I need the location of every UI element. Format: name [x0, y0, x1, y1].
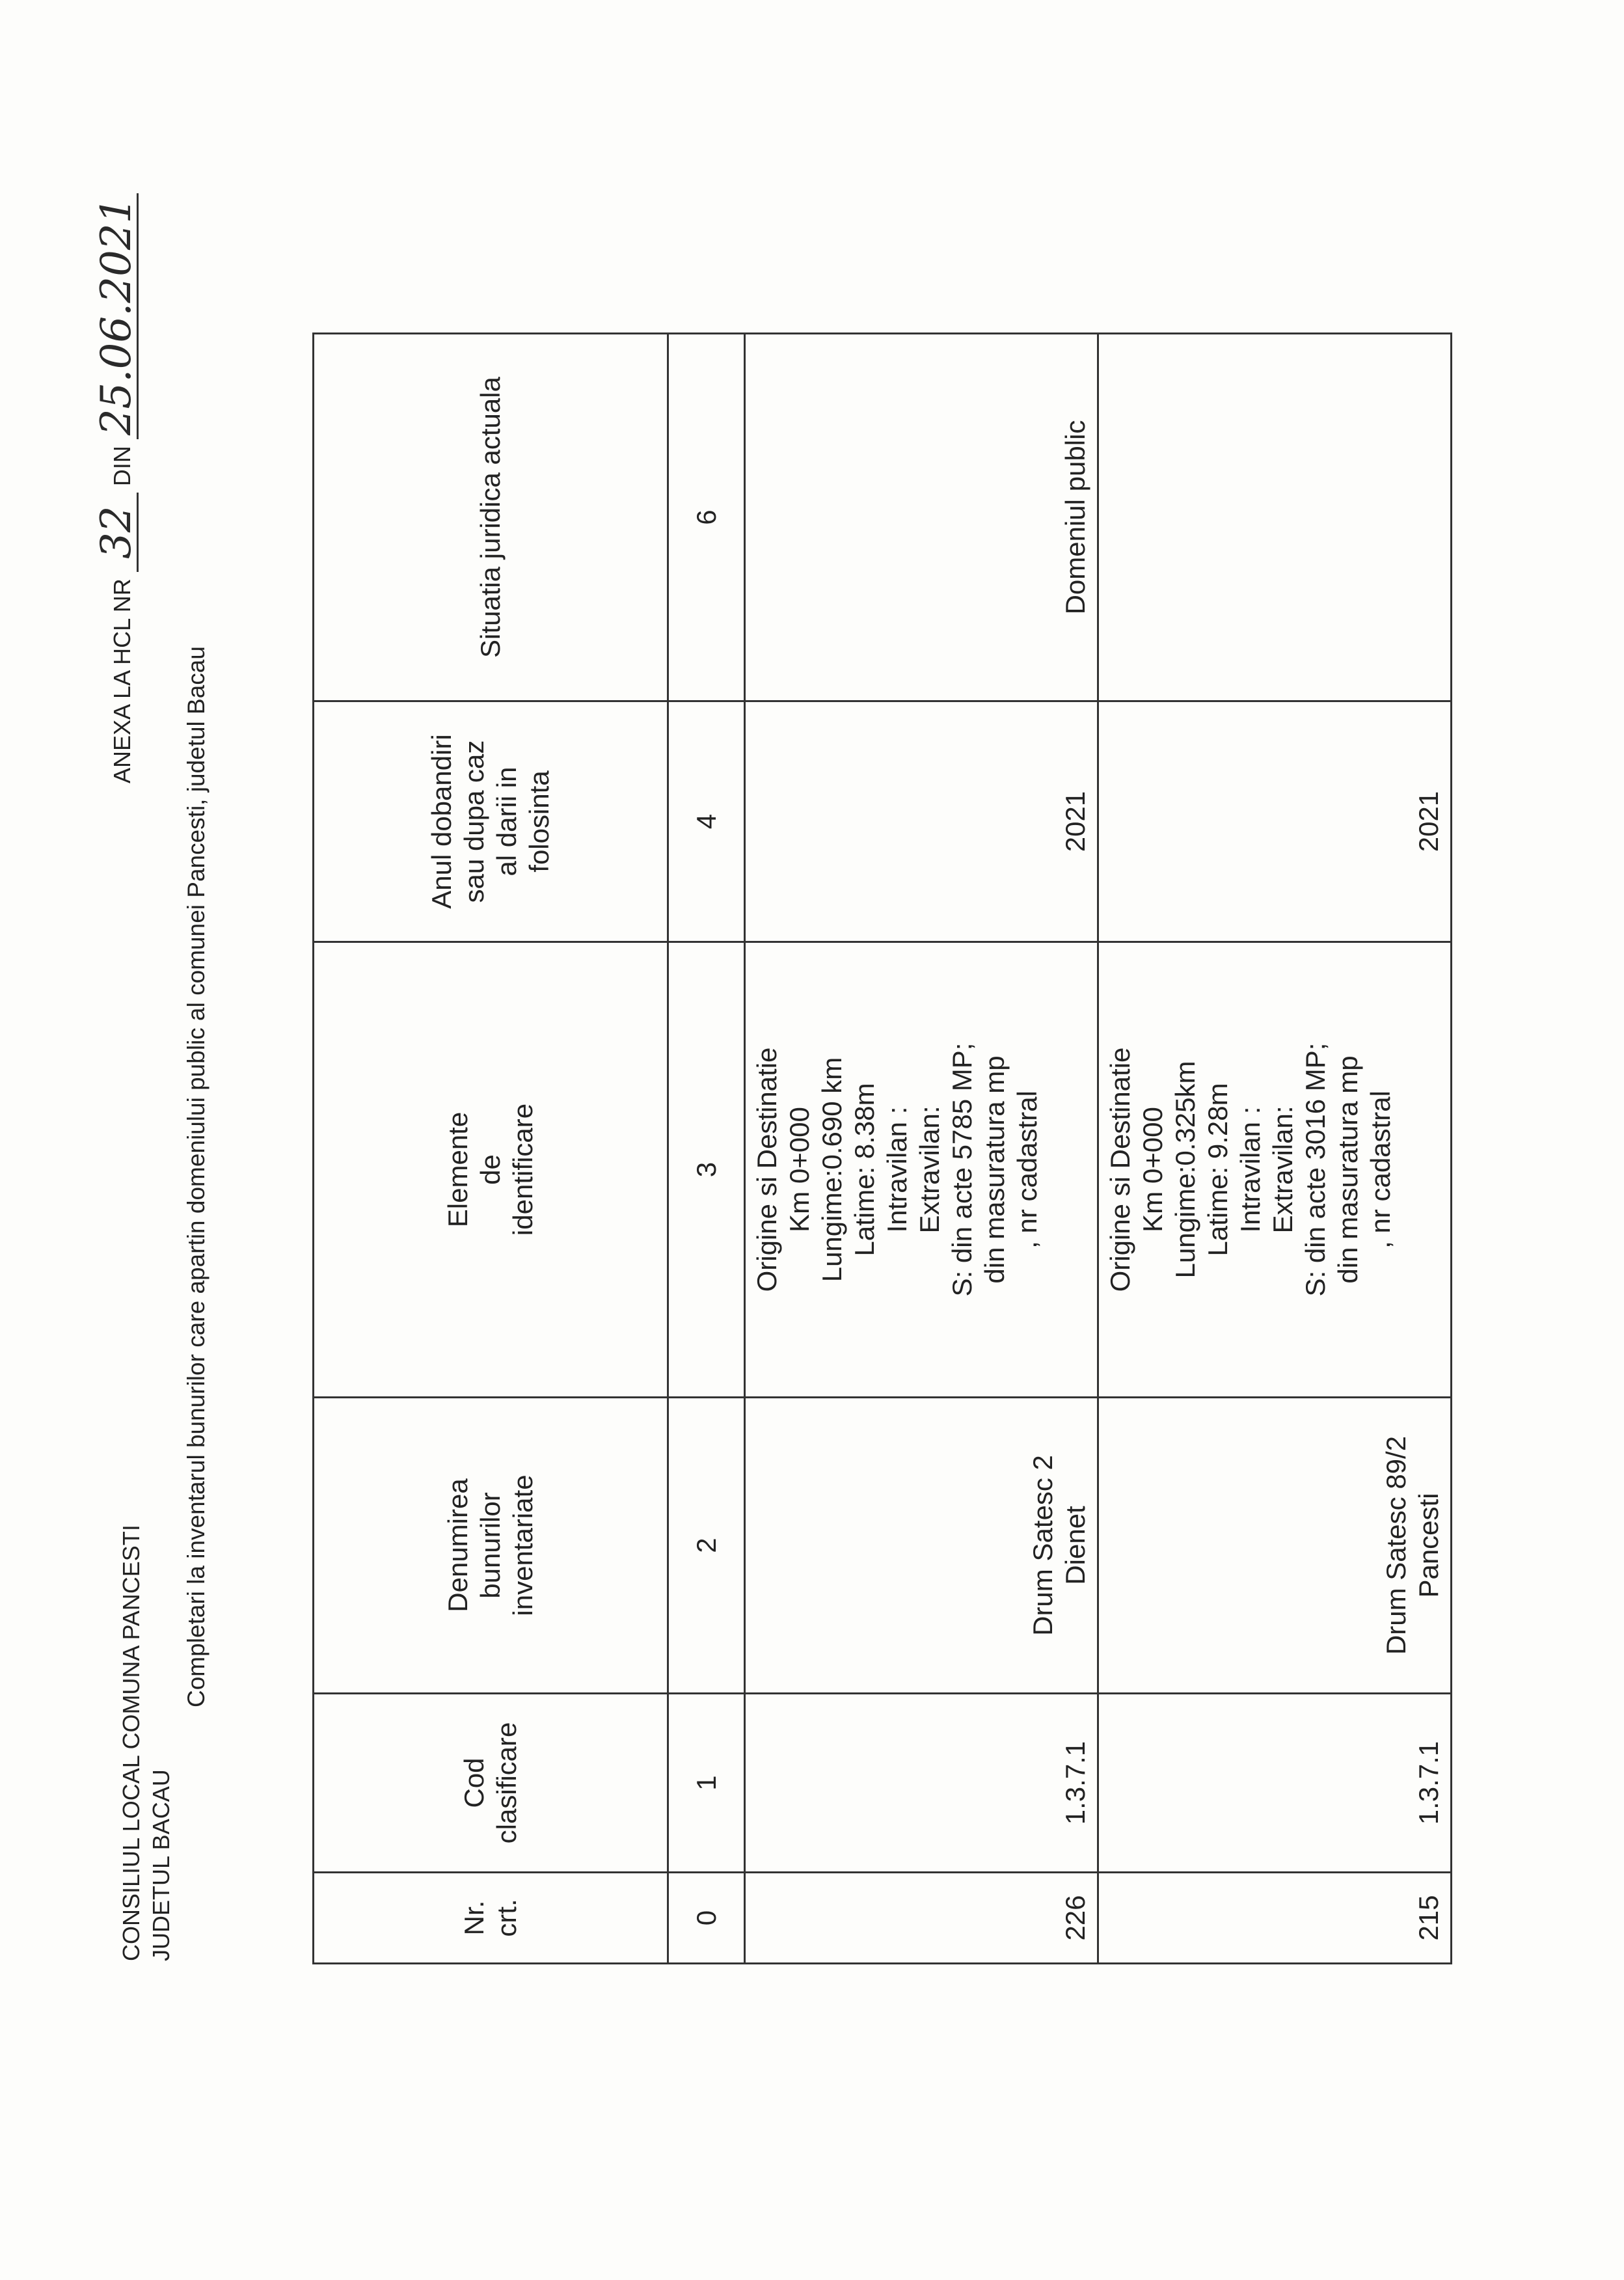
row-denumire: Drum Satesc 2 Dienet: [745, 1398, 1098, 1694]
col-number: 2: [668, 1398, 745, 1694]
elemente-line: Origine si Destinatie: [751, 1047, 782, 1292]
col-header-cod: Cod clasificare: [314, 1694, 668, 1873]
annex-line: [92, 193, 141, 783]
row-anul: 2021: [745, 701, 1098, 942]
row-nr: 215: [1098, 1873, 1452, 1964]
elemente-line: Latime: 8.38m: [849, 1083, 880, 1256]
col-header-nr: Nr. crt.: [314, 1873, 668, 1964]
elemente-line: S: din acte 5785 MP;: [947, 1042, 977, 1297]
row-situatia: Domeniul public: [745, 334, 1098, 701]
col-number: 0: [668, 1873, 745, 1964]
col-number: 4: [668, 701, 745, 942]
elemente-line: Latime: 9.28m: [1202, 1083, 1233, 1256]
annex-label: ANEXA LA HCL NR: [109, 578, 135, 783]
elemente-line: Intravilan :: [1235, 1106, 1265, 1233]
row-situatia: [1098, 334, 1452, 701]
col-number: 1: [668, 1694, 745, 1873]
elemente-line: Km 0+000: [1137, 1107, 1168, 1232]
row-elemente: [745, 942, 1098, 1398]
elemente-line: Lungime:0.325km: [1170, 1061, 1200, 1279]
elemente-line: Intravilan :: [882, 1106, 912, 1233]
row-nr: 226: [745, 1873, 1098, 1964]
row-anul: 2021: [1098, 701, 1452, 942]
elemente-line: Extravilan:: [914, 1106, 945, 1234]
table-row: [745, 334, 1098, 1964]
elemente-line: din masuratura mp: [1333, 1055, 1363, 1284]
col-header-anul: Anul dobandiri sau dupa caz al darii in folosinta: [314, 701, 668, 942]
elemente-line: din masuratura mp: [979, 1055, 1010, 1284]
col-number: 6: [668, 334, 745, 701]
county-name: JUDETUL BACAU: [148, 1769, 174, 1961]
hcl-number: 32: [96, 493, 139, 572]
elemente-line: , nr cadastral: [1365, 1091, 1396, 1249]
document-subtitle: Completari la inventarul bunurilor care apartin domeniului public al comunei Pancesti, judetul Bacau: [183, 646, 210, 1707]
row-cod: 1.3.7.1: [745, 1694, 1098, 1873]
din-label: DIN: [109, 446, 135, 487]
elemente-line: Origine si Destinatie: [1105, 1047, 1135, 1292]
row-cod: 1.3.7.1: [1098, 1694, 1452, 1873]
elemente-line: , nr cadastral: [1012, 1091, 1042, 1249]
hcl-date: 25.06.2021: [96, 193, 139, 439]
col-number: 3: [668, 942, 745, 1398]
elemente-line: Km 0+000: [784, 1107, 815, 1232]
elemente-line: Extravilan:: [1267, 1106, 1298, 1234]
table-row: [1098, 334, 1452, 1964]
column-number-row: [668, 334, 745, 1964]
inventory-table: [312, 332, 1452, 1964]
col-header-situatia: Situatia juridica actuala: [314, 334, 668, 701]
elemente-line: Lungime:0.690 km: [817, 1057, 847, 1282]
row-denumire: Drum Satesc 89/2 Pancesti: [1098, 1398, 1452, 1694]
council-name: CONSILIUL LOCAL COMUNA PANCESTI: [118, 1525, 144, 1961]
col-header-denumire: Denumirea bunurilor inventariate: [314, 1398, 668, 1694]
row-elemente: [1098, 942, 1452, 1398]
col-header-elemente: Elemente de identificare: [314, 942, 668, 1398]
table-header-row: [314, 334, 668, 1964]
elemente-line: S: din acte 3016 MP;: [1300, 1042, 1331, 1297]
